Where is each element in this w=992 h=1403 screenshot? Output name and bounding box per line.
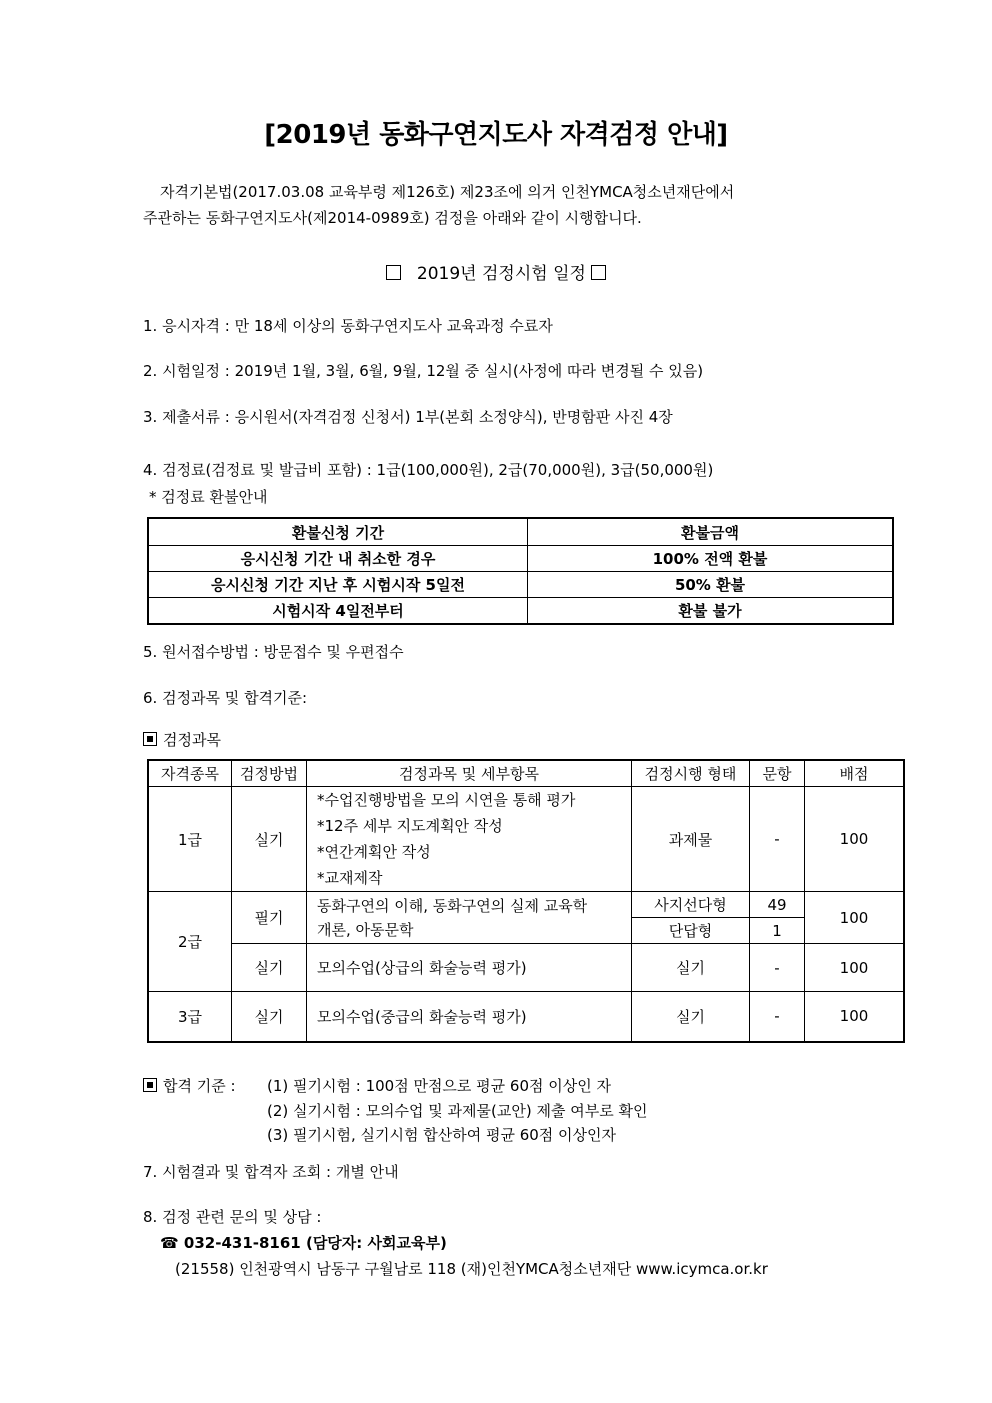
form-cell: 사지선다형 (632, 892, 750, 918)
method-cell: 필기 (232, 892, 307, 944)
table-row (148, 787, 904, 892)
schedule-heading (0, 259, 992, 284)
square-icon (591, 265, 606, 280)
subjects-subheading (143, 729, 221, 750)
header-cell: 환불신청 기간 (148, 518, 528, 546)
refund-table (147, 517, 894, 625)
table-row (148, 892, 904, 918)
score-cell: 100 (805, 992, 905, 1042)
table-cell: 50% 환불 (528, 572, 894, 598)
count-cell: 1 (750, 918, 805, 944)
count-cell: - (750, 992, 805, 1042)
contact-phone (160, 1232, 447, 1253)
item-schedule: 2. 시험일정 : 2019년 1월, 3월, 6월, 9월, 12월 중 실시(사정에 따라 변경될 수 있음) (143, 362, 704, 380)
subjects-subheading-text: 검정과목 (163, 731, 221, 749)
method-cell: 실기 (232, 992, 307, 1042)
item-eligibility: 1. 응시자격 : 만 18세 이상의 동화구연지도사 교육과정 수료자 (143, 317, 553, 335)
intro-line-2: 주관하는 동화구연지도사(제2014-0989호) 검정을 아래와 같이 시행합니다. (143, 209, 642, 227)
table-cell: 시험시작 4일전부터 (148, 598, 528, 625)
square-icon (386, 265, 401, 280)
item-results: 7. 시험결과 및 합격자 조회 : 개별 안내 (143, 1163, 399, 1181)
detail-item: *12주 세부 지도계획안 작성 (317, 817, 503, 835)
count-cell: 49 (750, 892, 805, 918)
table-cell: 100% 전액 환불 (528, 546, 894, 572)
table-cell: 응시신청 기간 내 취소한 경우 (148, 546, 528, 572)
table-cell: 환불 불가 (528, 598, 894, 625)
method-cell: 실기 (232, 787, 307, 892)
method-cell: 실기 (232, 944, 307, 992)
table-row (148, 992, 904, 1042)
table-row (148, 572, 893, 598)
table-cell: 응시신청 기간 지난 후 시험시작 5일전 (148, 572, 528, 598)
pass-criterion-2: (2) 실기시험 : 모의수업 및 과제물(교안) 제출 여부로 확인 (267, 1102, 648, 1120)
header-cell: 검정시행 형태 (632, 760, 750, 787)
pass-criteria-label-text: 합격 기준 : (163, 1077, 236, 1095)
contact-address: (21558) 인천광역시 남동구 구월남로 118 (재)인천YMCA청소년재단 www.icymca.or.kr (175, 1260, 768, 1278)
filled-square-icon (143, 732, 157, 746)
details-cell (307, 787, 632, 892)
phone-icon: ☎ (160, 1234, 179, 1252)
pass-criteria-label (143, 1075, 236, 1096)
detail-item: *연간계획안 작성 (317, 843, 431, 861)
form-cell: 과제물 (632, 787, 750, 892)
details-cell: 모의수업(중급의 화술능력 평가) (307, 992, 632, 1042)
table-row (148, 546, 893, 572)
score-cell: 100 (805, 892, 905, 944)
subject-table (147, 759, 905, 1043)
score-cell: 100 (805, 944, 905, 992)
table-header-row (148, 760, 904, 787)
grade-cell: 3급 (148, 992, 232, 1042)
item-application: 5. 원서접수방법 : 방문접수 및 우편접수 (143, 643, 404, 661)
item-inquiry: 8. 검정 관련 문의 및 상담 : (143, 1208, 322, 1226)
score-cell: 100 (805, 787, 905, 892)
item-documents: 3. 제출서류 : 응시원서(자격검정 신청서) 1부(본회 소정양식), 반명함판 사진 4장 (143, 408, 673, 426)
header-cell: 자격종목 (148, 760, 232, 787)
header-cell: 검정과목 및 세부항목 (307, 760, 632, 787)
grade-cell: 2급 (148, 892, 232, 992)
count-cell: - (750, 944, 805, 992)
item-subjects: 6. 검정과목 및 합격기준: (143, 689, 308, 707)
details-cell: 모의수업(상급의 화술능력 평가) (307, 944, 632, 992)
table-header-row (148, 518, 893, 546)
count-cell: - (750, 787, 805, 892)
grade-cell: 1급 (148, 787, 232, 892)
header-cell: 검정방법 (232, 760, 307, 787)
table-row (148, 598, 893, 625)
form-cell: 단답형 (632, 918, 750, 944)
detail-item: *교재제작 (317, 869, 383, 887)
pass-criterion-3: (3) 필기시험, 실기시험 합산하여 평균 60점 이상인자 (267, 1126, 617, 1144)
form-cell: 실기 (632, 944, 750, 992)
detail-item: *수업진행방법을 모의 시연을 통해 평가 (317, 791, 576, 809)
item-refund-note: * 검정료 환불안내 (149, 488, 268, 506)
intro-line-1: 자격기본법(2017.03.08 교육부령 제126호) 제23조에 의거 인천YMCA청소년재단에서 (160, 183, 735, 201)
item-fee: 4. 검정료(검정료 및 발급비 포함) : 1급(100,000원), 2급(70,000원), 3급(50,000원) (143, 461, 714, 479)
details-cell: 동화구연의 이해, 동화구연의 실제 교육학개론, 아동문학 (307, 892, 632, 944)
table-row (148, 944, 904, 992)
page-title: [2019년 동화구연지도사 자격검정 안내] (264, 120, 728, 150)
pass-criterion-1: (1) 필기시험 : 100점 만점으로 평균 60점 이상인 자 (267, 1077, 612, 1095)
schedule-heading-text: 2019년 검정시험 일정 (416, 264, 586, 284)
header-cell: 문항 (750, 760, 805, 787)
header-cell: 환불금액 (528, 518, 894, 546)
form-cell: 실기 (632, 992, 750, 1042)
header-cell: 배점 (805, 760, 905, 787)
contact-phone-text: 032-431-8161 (담당자: 사회교육부) (183, 1234, 447, 1252)
filled-square-icon (143, 1078, 157, 1092)
